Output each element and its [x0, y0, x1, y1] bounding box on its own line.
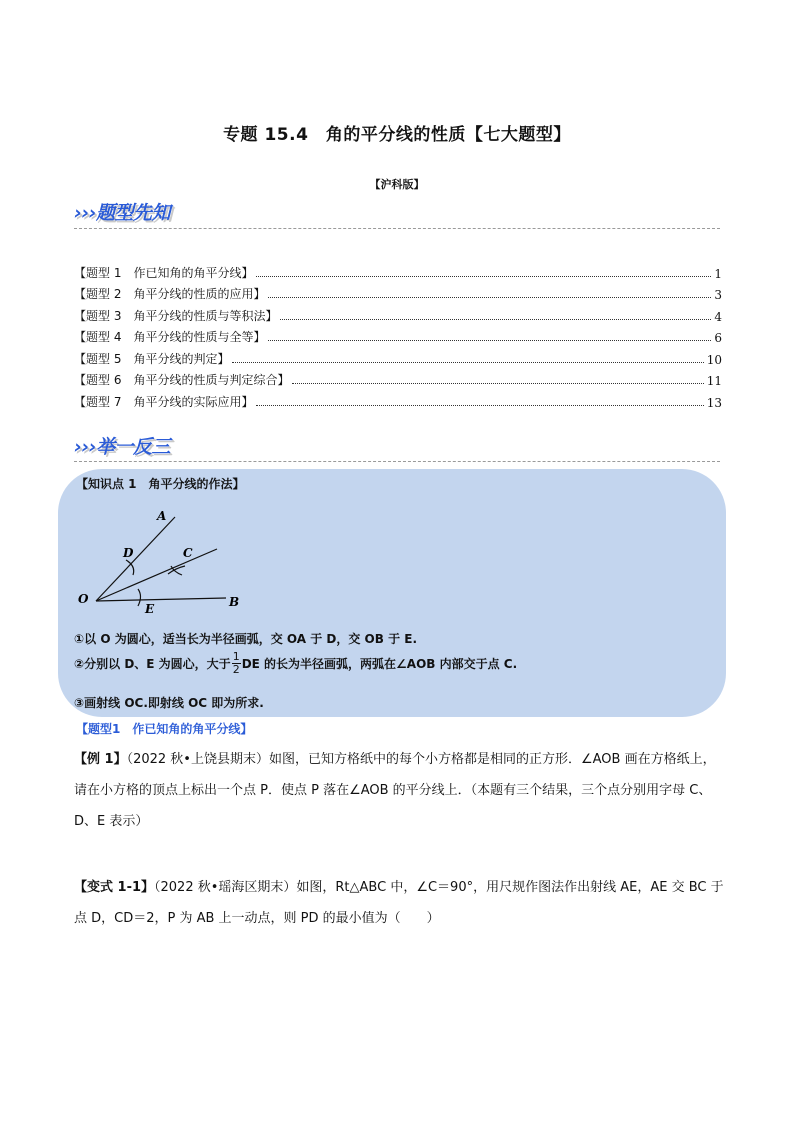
variant-1-1-tag: 【变式 1-1】	[74, 880, 155, 895]
toc-label: 【题型 6 角平分线的性质与判定综合】	[74, 373, 290, 387]
table-of-contents	[74, 259, 722, 410]
tixing-1-heading: 【题型1 作已知角的角平分线】	[76, 722, 253, 736]
toc-label: 【题型 4 角平分线的性质与全等】	[74, 330, 266, 344]
fraction-numerator: 1	[232, 650, 240, 663]
toc-leader	[268, 340, 711, 341]
toc-page-number: 11	[706, 374, 722, 388]
toc-item[interactable]	[74, 281, 722, 303]
ray-oc	[96, 549, 217, 601]
toc-item[interactable]	[74, 259, 722, 281]
label-c: C	[183, 546, 193, 560]
ray-oa	[96, 517, 175, 601]
section-divider	[74, 461, 720, 462]
fraction-one-half	[232, 651, 241, 676]
label-a: A	[157, 509, 167, 523]
example-1	[74, 744, 726, 837]
section-heading-examples: ›››举一反三	[74, 436, 170, 458]
example-1-text: （2022 秋•上饶县期末）如图，已知方格纸中的每个小方格都是相同的正方形．∠AOB 画在方格纸上，请在小方格的顶点上标出一个点 P．使点 P 落在∠AOB 的平分线上．（本题有三个结果，三个点分别用字母 C、D、E 表示）	[74, 752, 716, 829]
variant-1-1	[74, 872, 726, 934]
toc-item[interactable]	[74, 302, 722, 324]
section-divider	[74, 228, 720, 229]
toc-leader	[268, 297, 711, 298]
toc-label: 【题型 5 角平分线的判定】	[74, 351, 230, 366]
toc-page-number: 13	[706, 395, 722, 410]
toc-item[interactable]	[74, 324, 722, 346]
toc-page-number: 10	[706, 352, 722, 367]
step-2-suffix: DE 的长为半径画弧，两弧在∠AOB 内部交于点 C.	[241, 657, 518, 671]
knowledge-title: 【知识点 1 角平分线的作法】	[76, 477, 245, 491]
toc-leader	[292, 383, 703, 384]
toc-label: 【题型 7 角平分线的实际应用】	[74, 394, 254, 409]
toc-page-number: 4	[714, 309, 722, 324]
label-b: B	[229, 595, 240, 609]
toc-page-number: 6	[714, 331, 722, 345]
toc-item[interactable]	[74, 345, 722, 367]
ray-ob	[96, 598, 226, 601]
toc-leader	[256, 276, 711, 277]
toc-leader	[280, 319, 711, 320]
toc-item[interactable]	[74, 388, 722, 410]
toc-item[interactable]	[74, 367, 722, 389]
arc-e	[138, 589, 141, 606]
page-subtitle: 【沪科版】	[369, 178, 425, 191]
toc-page-number: 3	[714, 288, 722, 302]
example-1-tag: 【例 1】	[74, 752, 127, 767]
label-o: O	[78, 592, 89, 606]
section-heading-overview: ›››题型先知	[74, 202, 170, 224]
toc-label: 【题型 2 角平分线的性质的应用】	[74, 287, 266, 301]
fraction-denominator: 2	[232, 663, 240, 676]
toc-leader	[256, 405, 703, 406]
step-2	[74, 652, 517, 677]
toc-label: 【题型 3 角平分线的性质与等积法】	[74, 308, 278, 323]
variant-1-1-text: （2022 秋•瑶海区期末）如图，Rt△ABC 中，∠C＝90°，用尺规作图法作出射线 AE，AE 交 BC 于点 D，CD＝2，P 为 AB 上一动点，则 PD 的最小值为（ ）	[74, 880, 724, 926]
toc-label: 【题型 1 作已知角的角平分线】	[74, 265, 254, 280]
label-d: D	[123, 546, 134, 560]
step-1: ①以 O 为圆心，适当长为半径画弧，交 OA 于 D，交 OB 于 E.	[74, 632, 418, 646]
label-e: E	[145, 602, 155, 616]
step-2-prefix: ②分别以 D、E 为圆心，大于	[74, 657, 231, 671]
toc-page-number: 1	[714, 266, 722, 281]
toc-leader	[232, 362, 703, 363]
step-3: ③画射线 OC.即射线 OC 即为所求.	[74, 696, 264, 710]
angle-bisector-diagram	[70, 500, 270, 620]
page-title: 专题 15.4 角的平分线的性质【七大题型】	[223, 125, 571, 145]
